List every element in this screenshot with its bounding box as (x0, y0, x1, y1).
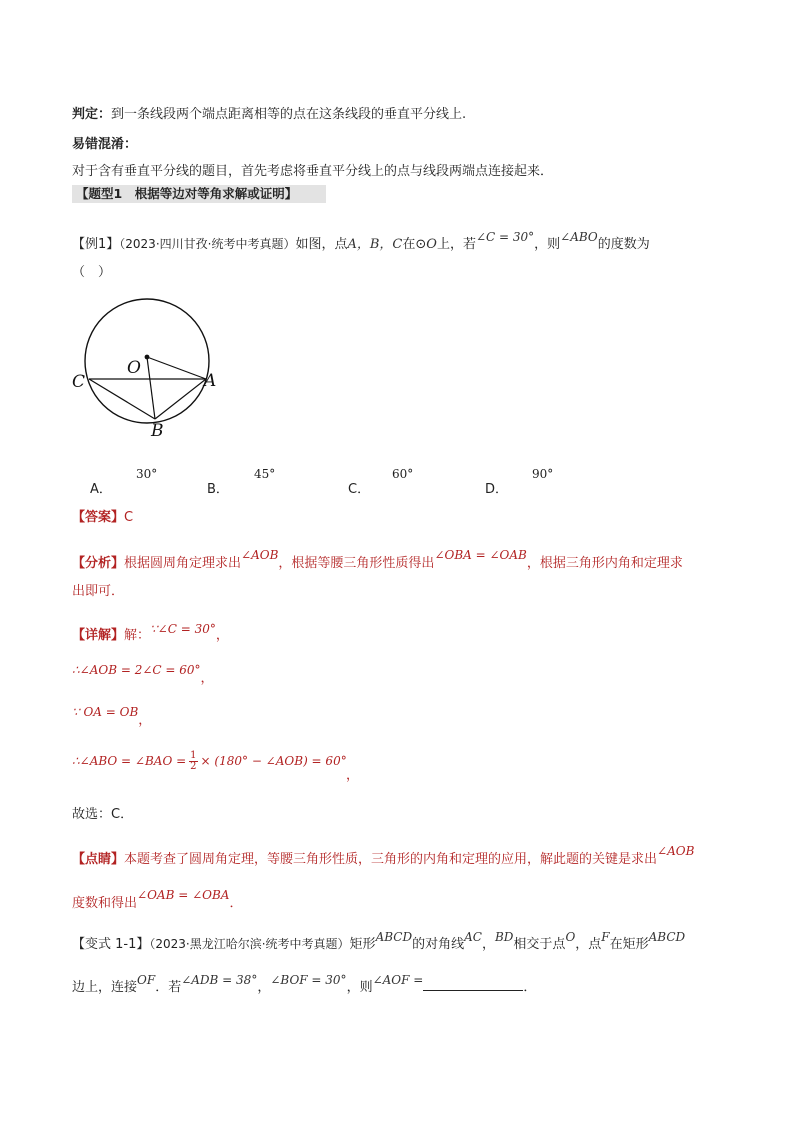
option-a-letter: A． (90, 482, 112, 497)
answer-blank[interactable] (423, 980, 523, 991)
radius-ob (147, 357, 155, 419)
detail-comma-2: ， (200, 671, 214, 686)
option-c-value: 60° (392, 467, 414, 481)
option-a-value: 30° (136, 467, 158, 481)
fraction-numerator: 1 (190, 750, 197, 761)
variant-t4: 相交于点 (513, 937, 566, 952)
example1-text-e: 的度数为 (597, 237, 650, 252)
detail-step-4b: × (180° − ∠AOB) = 60° (200, 754, 347, 768)
example1-paren: （ ） (72, 265, 112, 280)
analysis-label: 【分析】 (72, 556, 125, 571)
label-o: O (127, 358, 141, 378)
variant-t3: ， (481, 937, 495, 952)
variant-tag: 【变式 1-1】 (72, 937, 150, 952)
option-c-letter: C． (348, 482, 371, 497)
detail-line-4 (72, 751, 347, 772)
answer-label: 【答案】 (72, 510, 125, 525)
comment-text-c: ． (229, 896, 243, 911)
variant-of: OF (137, 973, 156, 987)
judge-line (72, 103, 466, 122)
analysis-math-1: ∠AOB (241, 548, 279, 562)
variant-t5: ，点 (575, 937, 602, 952)
choose-line: 故选：C． (72, 807, 134, 822)
example1-target: ∠ABO (560, 230, 598, 244)
example1-text-a: 如图，点 (295, 237, 348, 252)
comment-text-b: 度数和得出 (72, 896, 138, 911)
label-a: A (204, 371, 217, 391)
analysis-text-c: ，根据三角形内角和定理求 (526, 556, 683, 571)
chord-cb (89, 379, 155, 419)
variant-t7: 边上，连接 (72, 980, 138, 995)
label-b: B (151, 421, 164, 441)
detail-line-2 (72, 659, 214, 686)
detail-line-3 (72, 701, 152, 728)
confusion-title: 易错混淆： (72, 137, 138, 152)
option-d-value: 90° (532, 467, 554, 481)
analysis-line-2: 出即可． (72, 584, 125, 599)
detail-step-3: ∵ OA = OB (72, 705, 139, 719)
example1-text-b: 在⊙ (402, 237, 427, 252)
comment-math-1: ∠AOB (657, 844, 695, 858)
variant-f: F (601, 930, 610, 944)
comment-text-a: 本题考查了圆周角定理，等腰三角形性质，三角形的内角和定理的应用，解此题的关键是求出 (124, 852, 658, 867)
detail-comma-1: ， (215, 628, 229, 643)
detail-fraction (189, 751, 197, 772)
confusion-text: 对于含有垂直平分线的题目，首先考虑将垂直平分线上的点与线段两端点连接起来． (72, 164, 554, 179)
option-b-letter: B． (207, 482, 229, 497)
variant-o: O (565, 930, 576, 944)
example1-tag: 【例1】 (72, 237, 120, 252)
detail-comma-4: ， (346, 768, 360, 783)
example1-source: （2023·四川甘孜·统考中考真题） (119, 237, 296, 251)
variant-math-1: ∠ADB = 38° (181, 973, 258, 987)
variant-math-2: ∠BOF = 30° (270, 973, 347, 987)
detail-step-2: ∴∠AOB = 2∠C = 60° (72, 663, 201, 677)
fraction-denominator: 2 (190, 761, 197, 772)
example1-condition: ∠C = 30° (475, 230, 535, 244)
example1-text-d: ，则 (534, 237, 561, 252)
variant-line-1 (72, 930, 686, 952)
detail-comma-3: ， (138, 713, 152, 728)
analysis-text-b: ，根据等腰三角形性质得出 (278, 556, 435, 571)
circle-figure (66, 292, 226, 442)
judge-label: 判定： (72, 107, 112, 122)
variant-math-3: ∠AOF = (372, 973, 424, 987)
variant-abcd-2: ABCD (648, 930, 686, 944)
comment-label: 【点睛】 (72, 852, 125, 867)
variant-t1: 矩形 (349, 937, 376, 952)
detail-step-1: ∵∠C = 30° (150, 622, 216, 636)
answer-line (72, 506, 133, 525)
comment-math-2: ∠OAB = ∠OBA (137, 888, 230, 902)
comment-line-2 (72, 888, 243, 911)
radius-oa (147, 357, 206, 379)
detail-line-1 (72, 624, 229, 643)
variant-t8: ．若 (155, 980, 182, 995)
variant-line-2 (72, 973, 537, 995)
comment-line-1 (72, 844, 695, 867)
detail-intro: 解： (124, 628, 151, 643)
variant-t2: 的对角线 (412, 937, 465, 952)
analysis-line-1 (72, 548, 683, 571)
example1-points: A，B，C (347, 237, 403, 252)
analysis-math-2: ∠OBA = ∠OAB (434, 548, 527, 562)
variant-t9: ， (257, 980, 271, 995)
variant-t6: 在矩形 (609, 937, 649, 952)
example1-text-c: 上，若 (436, 237, 476, 252)
label-c: C (72, 372, 86, 392)
answer-value: C (124, 510, 134, 525)
judge-text: 到一条线段两个端点距离相等的点在这条线段的垂直平分线上. (111, 107, 467, 122)
example1-question (72, 230, 650, 252)
detail-label: 【详解】 (72, 628, 125, 643)
variant-t10: ，则 (346, 980, 373, 995)
variant-t11: ． (523, 980, 537, 995)
variant-abcd: ABCD (375, 930, 413, 944)
option-d-letter: D． (485, 482, 509, 497)
option-b-value: 45° (254, 467, 276, 481)
variant-source: （2023·黑龙江哈尔滨·统考中考真题） (149, 937, 350, 951)
analysis-text-a: 根据圆周角定理求出 (124, 556, 242, 571)
variant-bd: BD (494, 930, 514, 944)
detail-step-4a: ∴∠ABO = ∠BAO = (72, 754, 187, 768)
center-point (145, 355, 150, 360)
example1-circle-o: O (426, 237, 437, 252)
variant-ac: AC (464, 930, 482, 944)
question-type-label: 【题型1 根据等边对等角求解或证明】 (72, 185, 326, 203)
